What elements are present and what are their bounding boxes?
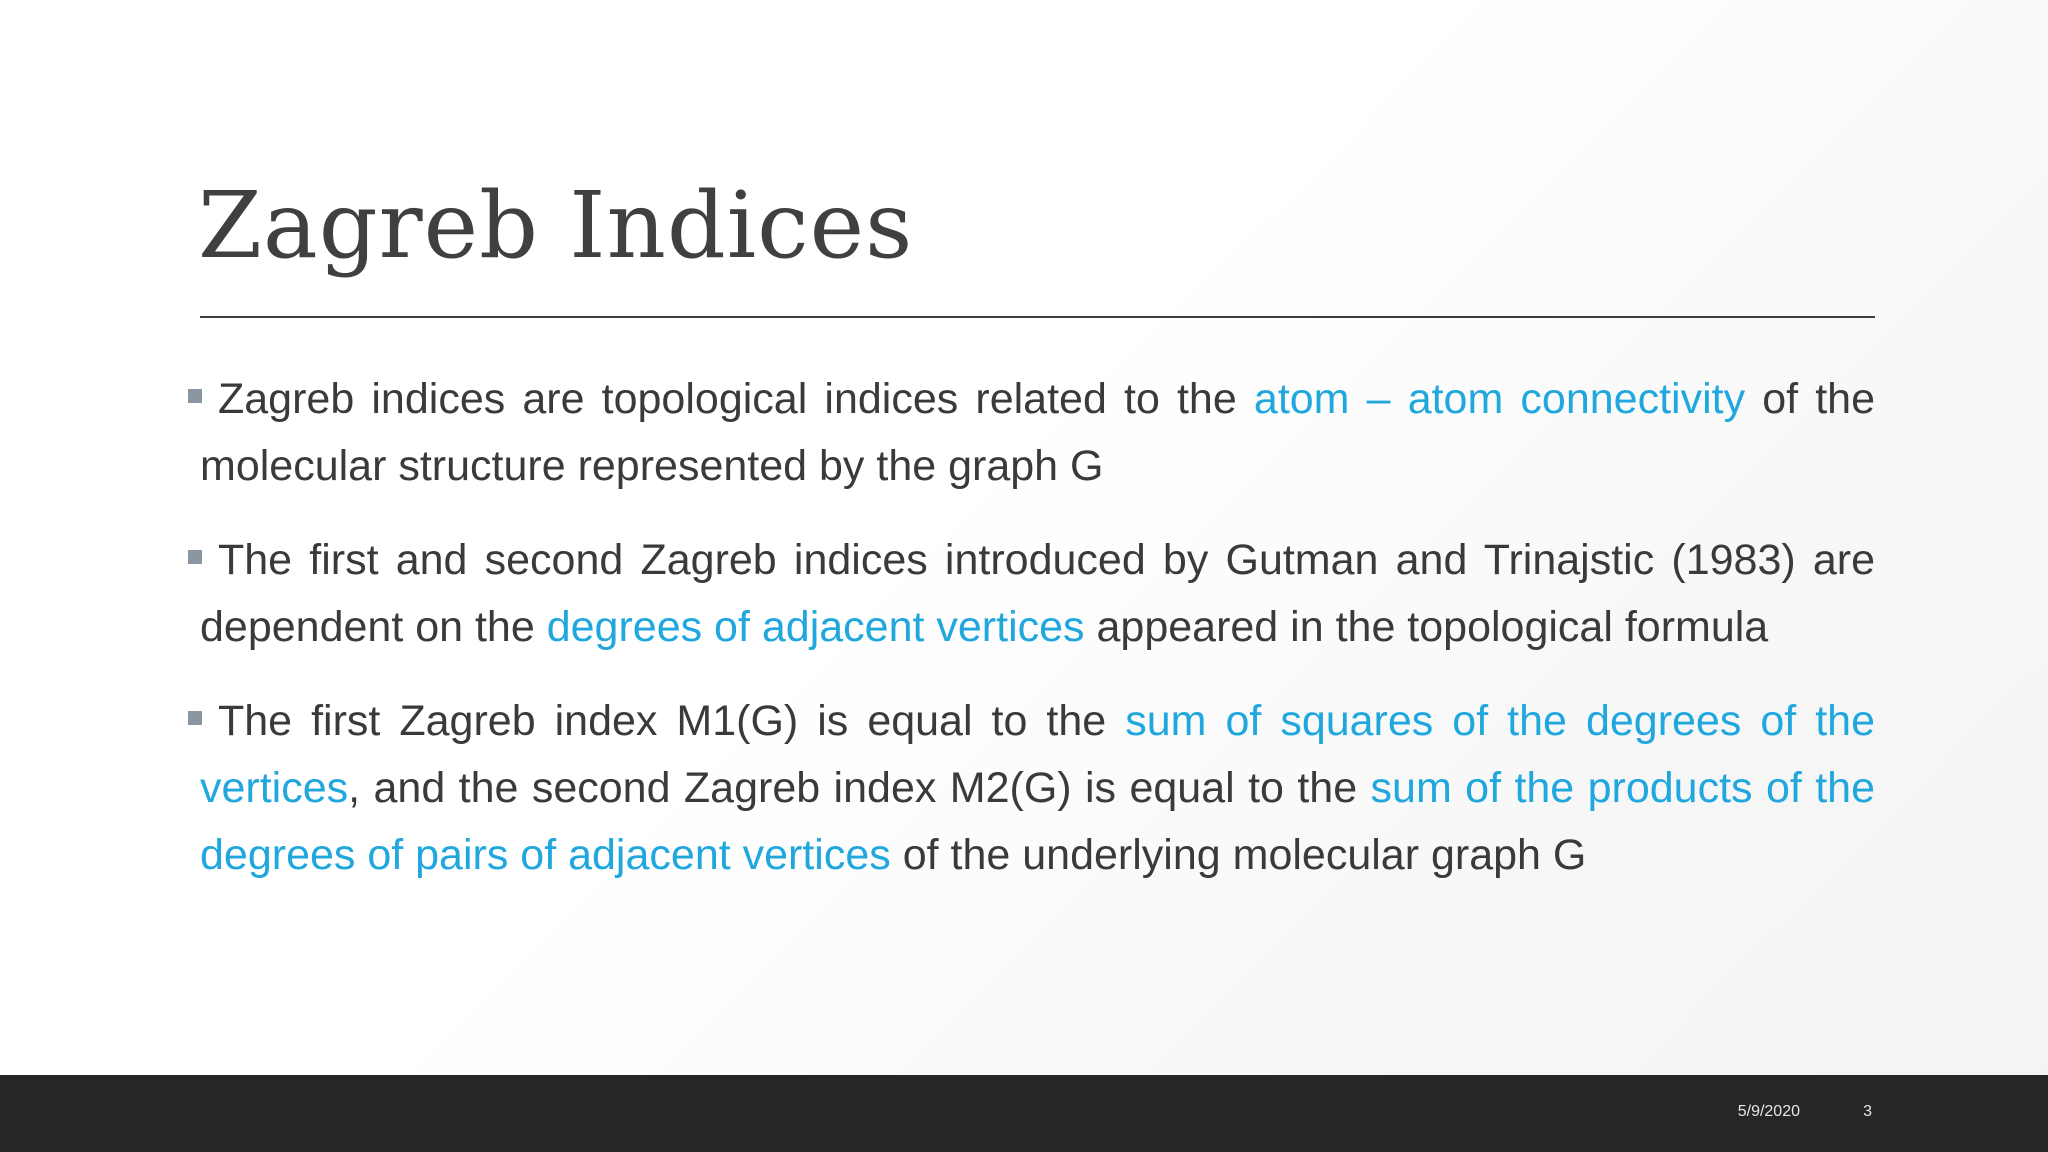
bullet-item	[200, 688, 1875, 889]
bullet-text: Zagreb indices are topological indices related to the	[218, 375, 1254, 423]
highlighted-text: atom – atom connectivity	[1253, 375, 1746, 423]
square-bullet-icon	[188, 389, 202, 403]
bullet-text: appeared in the topological formula	[1084, 603, 1769, 651]
bullet-item	[200, 527, 1875, 661]
square-bullet-icon	[188, 711, 202, 725]
slide-title: Zagreb Indices	[198, 172, 914, 279]
bullet-text: , and the second Zagreb index M2(G) is equal to the	[348, 764, 1371, 812]
highlighted-text: sum of the products of the degrees of pairs of adjacent vertices	[200, 764, 1875, 879]
slide-body	[200, 366, 1875, 916]
slide-number: 3	[1863, 1103, 1872, 1120]
bullet-text: of the underlying molecular graph G	[890, 831, 1587, 879]
footer-date: 5/9/2020	[1737, 1103, 1800, 1120]
footer-bar	[0, 1075, 2048, 1152]
square-bullet-icon	[188, 550, 202, 564]
highlighted-text: degrees of adjacent vertices	[546, 603, 1085, 651]
title-divider	[200, 316, 1875, 318]
bullet-text: The first and second Zagreb indices introduced by Gutman and Trinajstic (1983) are dependent on the	[200, 536, 1875, 651]
bullet-item	[200, 366, 1875, 500]
bullet-text: The first Zagreb index M1(G) is equal to the	[218, 697, 1126, 745]
bullet-text: of the molecular structure represented by the graph G	[200, 375, 1876, 490]
highlighted-text: sum of squares of the degrees of the vertices	[200, 697, 1875, 812]
